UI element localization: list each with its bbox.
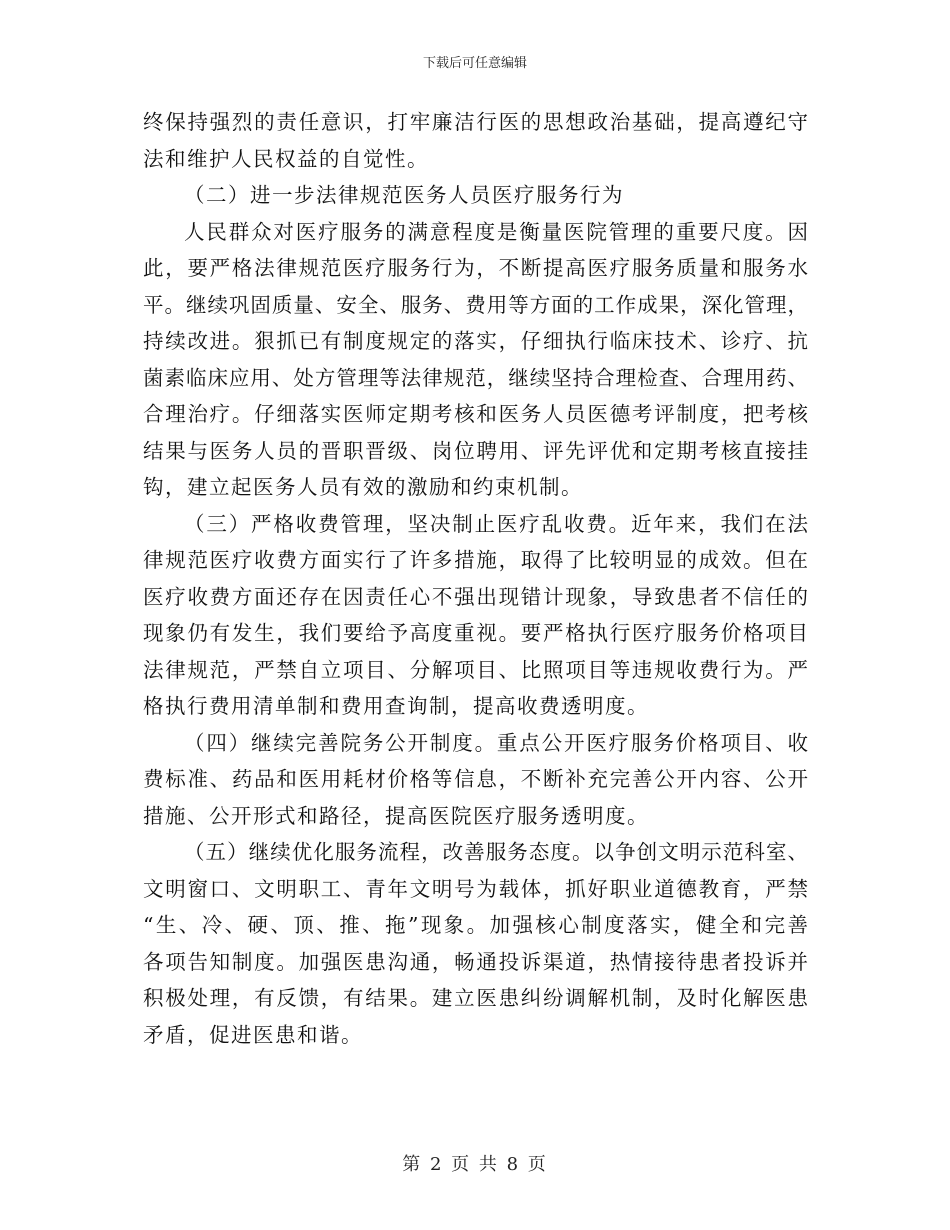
body-line: （五）继续优化服务流程，改善服务态度。以争创文明示范科室、 (184, 840, 808, 864)
body-line: 积极处理，有反馈，有结果。建立医患纠纷调解机制，及时化解医患 (143, 986, 808, 1010)
body-line: 格执行费用清单制和费用查询制，提高收费透明度。 (143, 694, 649, 718)
body-line: “生、冷、硬、顶、推、拖”现象。加强核心制度落实，健全和完善 (143, 913, 808, 937)
body-line: 各项告知制度。加强医患沟通，畅通投诉渠道，热情接待患者投诉并 (143, 949, 808, 974)
body-line: 人民群众对医疗服务的满意程度是衡量医院管理的重要尺度。因 (184, 219, 808, 244)
body-line: 持续改进。狠抓已有制度规定的落实，仔细执行临床技术、诊疗、抗 (143, 329, 808, 353)
body-line: 终保持强烈的责任意识，打牢廉洁行医的思想政治基础，提高遵纪守 (143, 110, 808, 134)
page-header: 下载后可任意编辑 (422, 56, 527, 71)
body-line: 合理治疗。仔细落实医师定期考核和医务人员医德考评制度，把考核 (143, 402, 808, 426)
body-line: 法和维护人民权益的自觉性。 (143, 146, 429, 171)
body-line: （四）继续完善院务公开制度。重点公开医疗服务价格项目、收 (184, 730, 808, 755)
body-line: （三）严格收费管理，坚决制止医疗乱收费。近年来，我们在法 (184, 511, 808, 536)
document-body (143, 104, 808, 1053)
body-line: 医疗收费方面还存在因责任心不强出现错计现象，导致患者不信任的 (143, 584, 808, 609)
body-line: 结果与医务人员的晋职晋级、岗位聘用、评先评优和定期考核直接挂 (143, 438, 808, 463)
body-line: 措施、公开形式和路径，提高医院医疗服务透明度。 (143, 803, 649, 828)
body-line: 律规范医疗收费方面实行了许多措施，取得了比较明显的成效。但在 (143, 548, 808, 572)
body-line: 此，要严格法律规范医疗服务行为，不断提高医疗服务质量和服务水 (143, 256, 808, 280)
body-line: 菌素临床应用、处方管理等法律规范，继续坚持合理检查、合理用药、 (143, 365, 808, 390)
body-line: 法律规范，严禁自立项目、分解项目、比照项目等违规收费行为。严 (143, 657, 808, 682)
body-line: 文明窗口、文明职工、青年文明号为载体，抓好职业道德教育，严禁 (143, 876, 808, 901)
section-heading: （二）进一步法律规范医务人员医疗服务行为 (184, 183, 624, 207)
body-line: 费标准、药品和医用耗材价格等信息，不断补充完善公开内容、公开 (143, 767, 808, 791)
body-line: 平。继续巩固质量、安全、服务、费用等方面的工作成果，深化管理， (143, 292, 808, 317)
page-number: 第 2 页 共 8 页 (402, 1154, 548, 1175)
body-line: 现象仍有发生，我们要给予高度重视。要严格执行医疗服务价格项目 (143, 621, 808, 645)
body-line: 钩，建立起医务人员有效的激励和约束机制。 (143, 475, 583, 499)
body-line: 矛盾，促进医患和谐。 (143, 1022, 363, 1047)
